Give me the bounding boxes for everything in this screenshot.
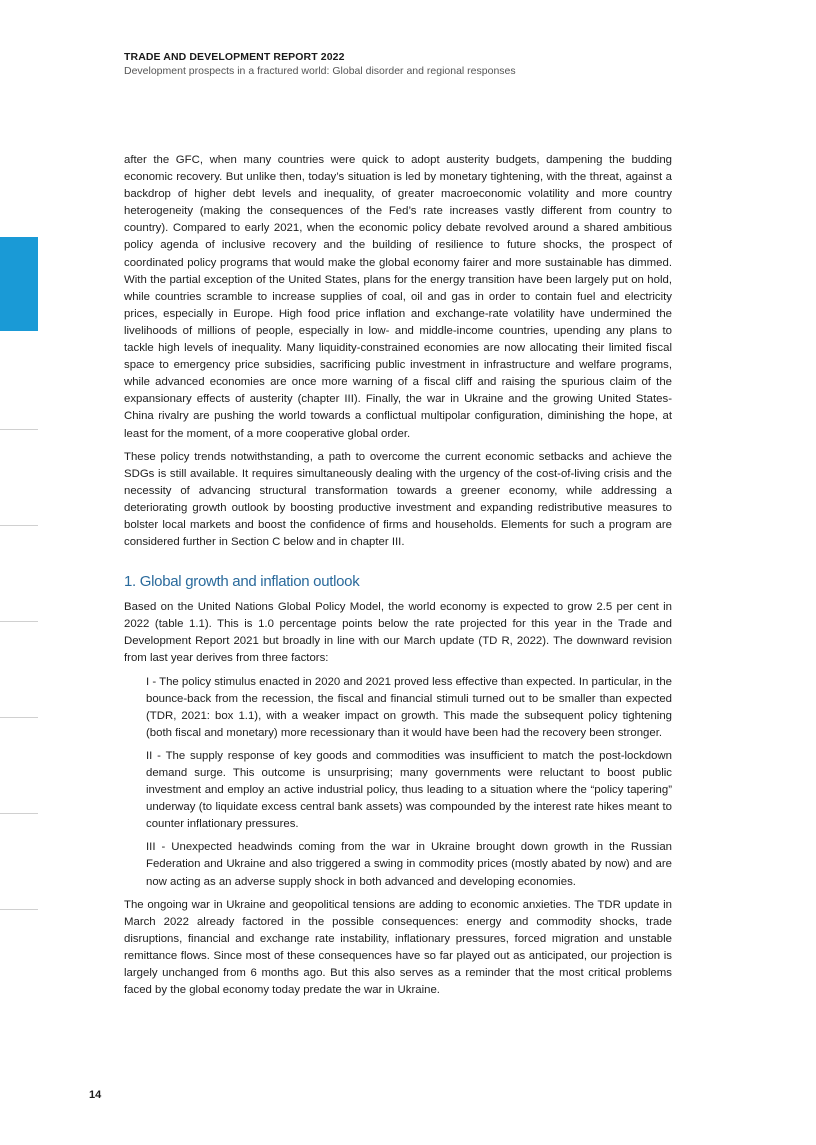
side-divider	[0, 525, 38, 526]
section-heading: 1. Global growth and inflation outlook	[124, 573, 360, 591]
page-number: 14	[89, 1089, 102, 1101]
body-paragraph: These policy trends notwithstanding, a path to overcome the current economic setbacks and achieve the SDGs is still available. It requires simultaneously dealing with the urgency of the cost-of-living crisis and the necessity of advancing structural transformation towards a greener economy, while addressing a deteriorating growth outlook by boosting productive investment and expanding redistributive measures to bolster local markets and boost the confidence of firms and households. Elements for such a program are considered further in Section C below and in chapter III.	[124, 450, 672, 549]
body-paragraph: Based on the United Nations Global Policy Model, the world economy is expected to grow 2.5 per cent in 2022 (table 1.1). This is 1.0 percentage points below the rate projected for this year in the Trade and Development Report 2021 but broadly in line with our March update (TD R, 2022). The downward revision from last year derives from three factors:	[124, 601, 672, 665]
factor-item: I - The policy stimulus enacted in 2020 and 2021 proved less effective than expected. In particular, in the bounce-back from the recession, the fiscal and financial stimuli turned out to be smaller than expected (TDR, 2021: box 1.1), with a weaker impact on growth. This made the subsequent policy tightening (both fiscal and monetary) more recessionary than it would have been had the recovery been stronger.	[146, 675, 672, 739]
running-header	[124, 50, 724, 78]
factor-item: III - Unexpected headwinds coming from the war in Ukraine brought down growth in the Russian Federation and Ukraine and also triggered a swing in commodity prices (mostly abated by now) and are now acting as an adverse supply shock in both advanced and developing economies.	[146, 841, 672, 888]
body-paragraph: after the GFC, when many countries were quick to adopt austerity budgets, dampening the budding economic recovery. But unlike then, today’s situation is led by monetary tightening, with the threat, against a backdrop of higher debt levels and inequality, of greater macroeconomic volatility and more country heterogeneity (making the consequences of the Fed’s rate increases vastly different from country to country). Compared to early 2021, when the economic policy debate revolved around a shared ambitious policy agenda of inclusive recovery and the building of resilience to future shocks, the prospect of coordinated policy programs that would make the global economy fairer and more sustainable has dimmed. With the partial exception of the United States, plans for the energy transition have been largely put on hold, while countries scramble to increase supplies of coal, oil and gas in order to contain fuel and electricity prices, especially in Europe. High food price inflation and exchange-rate volatility have undermined the livelihoods of millions of people, especially in low- and middle-income countries, upending any plans to tackle high levels of inequality. Many liquidity-constrained economies are now allocating their limited fiscal space to emergency price subsidies, sacrificing public investment in infrastructure and welfare programs, while advanced economies are once more warning of a fiscal cliff and raising the spurious claim of the expansionary effects of austerity (chapter III). Finally, the war in Ukraine and the growing United States-China rivalry are pushing the world towards a conflictual multipolar configuration, diminishing the hope, at least for the moment, of a more cooperative global order.	[124, 154, 672, 440]
page-body	[124, 152, 672, 1005]
side-divider	[0, 621, 38, 622]
side-divider	[0, 813, 38, 814]
chapter-side-tab	[0, 237, 38, 331]
side-divider	[0, 717, 38, 718]
report-subtitle: Development prospects in a fractured world: Global disorder and regional responses	[124, 65, 516, 77]
side-divider	[0, 429, 38, 430]
body-paragraph: The ongoing war in Ukraine and geopolitical tensions are adding to economic anxieties. The TDR update in March 2022 already factored in the possible consequences: energy and commodity shocks, trade disruptions, financial and exchange rate instability, inflationary pressures, forced migration and unstable remittance flows. Since most of these consequences have so far played out as anticipated, our projection is largely unchanged from 6 months ago. But this also serves as a reminder that the most critical problems faced by the global economy today predate the war in Ukraine.	[124, 898, 672, 997]
report-title: TRADE AND DEVELOPMENT REPORT 2022	[124, 51, 345, 63]
factor-item: II - The supply response of key goods and commodities was insufficient to match the post-lockdown demand surge. This outcome is unsurprising; many governments were reluctant to boost public investment and employ an active industrial policy, thus leading to a situation where the “policy tapering” underway (to liquidate excess central bank assets) was compounded by the interest rate hikes meant to counter inflationary pressures.	[146, 749, 672, 831]
side-divider	[0, 909, 38, 910]
